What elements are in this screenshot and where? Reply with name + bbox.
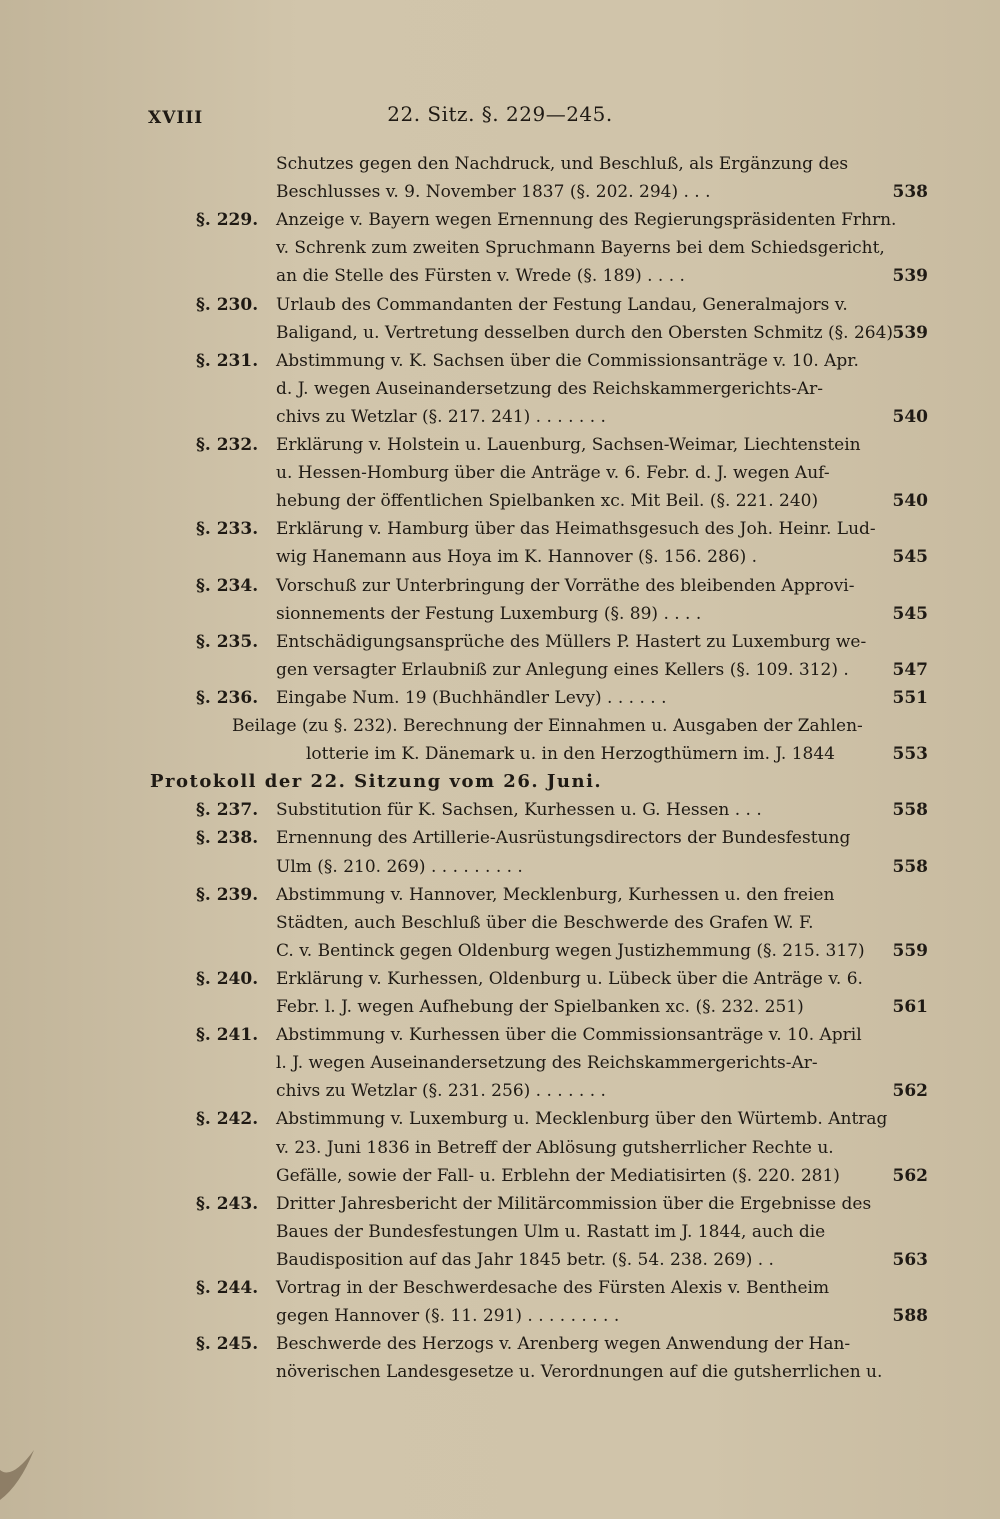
page-number: 561 xyxy=(892,997,928,1017)
entry-text: Abstimmung v. K. Sachsen über die Commissionsanträge v. 10. Apr. xyxy=(276,350,859,371)
entry-text: Ernennung des Artillerie-Ausrüstungsdirectors der Bundesfestung xyxy=(276,828,851,849)
page-number: 540 xyxy=(892,406,928,427)
toc-line xyxy=(0,543,1000,571)
toc-line xyxy=(0,150,1000,178)
entry-text: wig Hanemann aus Hoya im K. Hannover (§. 156. 286) . xyxy=(276,547,758,568)
entry-text: v. 23. Juni 1836 in Betreff der Ablösung gutsherrlicher Rechte u. xyxy=(276,1137,834,1158)
entry-text: sionnements der Festung Luxemburg (§. 89) . . . . xyxy=(276,603,702,624)
section-number: §. 231. xyxy=(196,350,259,371)
toc-line xyxy=(0,375,1000,403)
toc-line xyxy=(0,1162,1000,1190)
page-number: 538 xyxy=(892,182,928,203)
entry-text: l. J. wegen Auseinandersetzung des Reichskammergerichts-Ar- xyxy=(276,1053,818,1074)
entry-text: Baues der Bundesfestungen Ulm u. Rastatt im J. 1844, auch die xyxy=(276,1221,826,1242)
entry-text: Erklärung v. Holstein u. Lauenburg, Sachsen-Weimar, Liechtenstein xyxy=(276,435,861,455)
protokoll-heading-line xyxy=(0,768,1000,796)
entry-text: Beschlusses v. 9. November 1837 (§. 202. 294) . . . xyxy=(276,182,711,203)
toc-line xyxy=(0,515,1000,543)
beilage-text: lotterie im K. Dänemark u. in den Herzogthümern im. J. 1844 xyxy=(306,744,836,765)
toc-line xyxy=(0,234,1000,262)
entry-text: Erklärung v. Kurhessen, Oldenburg u. Lübeck über die Anträge v. 6. xyxy=(276,968,863,989)
toc-line xyxy=(0,572,1000,600)
entry-text: Urlaub des Commandanten der Festung Landau, Generalmajors v. xyxy=(276,294,848,315)
toc-line xyxy=(0,909,1000,937)
entry-text: Abstimmung v. Kurhessen über die Commissionsanträge v. 10. April xyxy=(276,1025,862,1046)
entry-text: Gefälle, sowie der Fall- u. Erblehn der Mediatisirten (§. 220. 281) xyxy=(276,1165,840,1186)
entry-text: növerischen Landesgesetze u. Verordnungen auf die gutsherrlichen u. xyxy=(276,1362,883,1383)
entry-text: Ulm (§. 210. 269) . . . . . . . . . xyxy=(276,856,523,877)
toc-line xyxy=(0,881,1000,909)
toc-line xyxy=(0,347,1000,375)
page-number: 545 xyxy=(892,603,928,624)
entry-text: Dritter Jahresbericht der Militärcommission über die Ergebnisse des xyxy=(276,1193,872,1214)
section-number: §. 236. xyxy=(196,687,259,708)
page-number: 551 xyxy=(892,687,928,708)
toc-line xyxy=(0,1358,1000,1386)
toc-line xyxy=(0,487,1000,515)
page-edge-smudge xyxy=(0,1440,40,1500)
entry-text: d. J. wegen Auseinandersetzung des Reichskammergerichts-Ar- xyxy=(276,378,824,399)
toc-line xyxy=(0,600,1000,628)
page-header xyxy=(0,102,1000,132)
toc-line xyxy=(0,262,1000,290)
toc-line xyxy=(0,1105,1000,1133)
entry-text: Vortrag in der Beschwerdesache des Fürsten Alexis v. Bentheim xyxy=(276,1278,830,1298)
entry-text: Beschwerde des Herzogs v. Arenberg wegen Anwendung der Han- xyxy=(276,1334,851,1355)
entry-text: Anzeige v. Bayern wegen Ernennung des Regierungspräsidenten Frhrn. xyxy=(276,210,897,231)
page-number: 559 xyxy=(892,940,928,961)
toc-line xyxy=(0,1021,1000,1049)
toc-line xyxy=(0,1302,1000,1330)
entry-text: v. Schrenk zum zweiten Spruchmann Bayerns bei dem Schiedsgericht, xyxy=(276,238,885,259)
toc-line xyxy=(0,993,1000,1021)
toc-line xyxy=(0,1049,1000,1077)
page-number: 558 xyxy=(892,800,928,821)
section-number: §. 233. xyxy=(196,519,259,540)
section-number: §. 238. xyxy=(196,828,259,849)
toc-line xyxy=(0,291,1000,319)
section-number: §. 232. xyxy=(196,435,259,455)
page-number: 562 xyxy=(892,1165,928,1186)
section-number: §. 243. xyxy=(196,1193,259,1214)
running-head: 22. Sitz. §. 229—245. xyxy=(387,102,613,126)
toc-line xyxy=(0,1134,1000,1162)
entry-text: chivs zu Wetzlar (§. 231. 256) . . . . . . . xyxy=(276,1081,606,1102)
toc-line xyxy=(0,1218,1000,1246)
toc-line xyxy=(0,656,1000,684)
section-number: §. 235. xyxy=(196,631,259,652)
page-number: 553 xyxy=(892,744,928,765)
page-number: 539 xyxy=(892,266,928,287)
toc-line xyxy=(0,684,1000,712)
section-number: §. 229. xyxy=(196,210,259,231)
toc-line xyxy=(0,431,1000,459)
entry-text: Schutzes gegen den Nachdruck, und Beschluß, als Ergänzung des xyxy=(276,154,849,174)
toc-line xyxy=(0,1330,1000,1358)
page-number: 558 xyxy=(892,856,928,877)
entry-text: gen versagter Erlaubniß zur Anlegung eines Kellers (§. 109. 312) . xyxy=(276,659,849,680)
page-number: 539 xyxy=(892,322,928,343)
entry-text: hebung der öffentlichen Spielbanken xc. Mit Beil. (§. 221. 240) xyxy=(276,491,819,512)
entry-text: Eingabe Num. 19 (Buchhändler Levy) . . . . . . xyxy=(276,687,667,708)
page-number: 562 xyxy=(892,1081,928,1102)
toc-line xyxy=(0,178,1000,206)
protokoll-heading: Protokoll der 22. Sitzung vom 26. Juni. xyxy=(150,771,603,793)
entry-text: an die Stelle des Fürsten v. Wrede (§. 189) . . . . xyxy=(276,266,685,287)
section-number: §. 241. xyxy=(196,1025,259,1046)
section-number: §. 245. xyxy=(196,1334,259,1355)
toc-line xyxy=(0,853,1000,881)
toc-line xyxy=(0,965,1000,993)
toc-line xyxy=(0,319,1000,347)
page-number: 563 xyxy=(892,1249,928,1270)
entry-text: Städten, auch Beschluß über die Beschwerde des Grafen W. F. xyxy=(276,912,814,933)
page-number: 540 xyxy=(892,491,928,512)
section-number: §. 242. xyxy=(196,1109,259,1130)
entry-text: gegen Hannover (§. 11. 291) . . . . . . . . . xyxy=(276,1306,620,1327)
section-number: §. 244. xyxy=(196,1278,259,1298)
entry-text: Baudisposition auf das Jahr 1845 betr. (§. 54. 238. 269) . . xyxy=(276,1249,774,1270)
section-number: §. 239. xyxy=(196,884,259,905)
folio-number: XVIII xyxy=(148,108,204,128)
toc-line xyxy=(0,403,1000,431)
entry-text: Abstimmung v. Hannover, Mecklenburg, Kurhessen u. den freien xyxy=(276,884,835,905)
toc-line xyxy=(0,824,1000,852)
entry-text: Abstimmung v. Luxemburg u. Mecklenburg über den Würtemb. Antrag xyxy=(276,1109,888,1130)
page-number: 547 xyxy=(892,659,928,680)
toc-line xyxy=(0,740,1000,768)
section-number: §. 234. xyxy=(196,575,259,596)
entry-text: Baligand, u. Vertretung desselben durch den Obersten Schmitz (§. 264) xyxy=(276,322,894,343)
section-number: §. 237. xyxy=(196,800,259,821)
toc-line xyxy=(0,1077,1000,1105)
entry-text: chivs zu Wetzlar (§. 217. 241) . . . . . . . xyxy=(276,406,606,427)
entry-text: Erklärung v. Hamburg über das Heimathsgesuch des Joh. Heinr. Lud- xyxy=(276,519,876,540)
entry-text: u. Hessen-Homburg über die Anträge v. 6. Febr. d. J. wegen Auf- xyxy=(276,463,830,484)
section-number: §. 230. xyxy=(196,294,259,315)
toc-line xyxy=(0,796,1000,824)
entry-text: Entschädigungsansprüche des Müllers P. Hastert zu Luxemburg we- xyxy=(276,631,867,652)
entry-text: Febr. l. J. wegen Aufhebung der Spielbanken xc. (§. 232. 251) xyxy=(276,997,804,1017)
toc-line xyxy=(0,206,1000,234)
toc-line xyxy=(0,1246,1000,1274)
entry-text: Substitution für K. Sachsen, Kurhessen u. G. Hessen . . . xyxy=(276,800,762,821)
entry-text: Vorschuß zur Unterbringung der Vorräthe des bleibenden Approvi- xyxy=(276,575,855,596)
beilage-text: Beilage (zu §. 232). Berechnung der Einnahmen u. Ausgaben der Zahlen- xyxy=(232,716,863,736)
page-number: 545 xyxy=(892,547,928,568)
entry-text: C. v. Bentinck gegen Oldenburg wegen Justizhemmung (§. 215. 317) xyxy=(276,940,865,961)
toc-line xyxy=(0,937,1000,965)
toc-line xyxy=(0,712,1000,740)
toc-line xyxy=(0,628,1000,656)
page-number: 588 xyxy=(892,1306,928,1327)
toc-line xyxy=(0,459,1000,487)
section-number: §. 240. xyxy=(196,968,259,989)
toc-line xyxy=(0,1274,1000,1302)
toc-line xyxy=(0,1190,1000,1218)
